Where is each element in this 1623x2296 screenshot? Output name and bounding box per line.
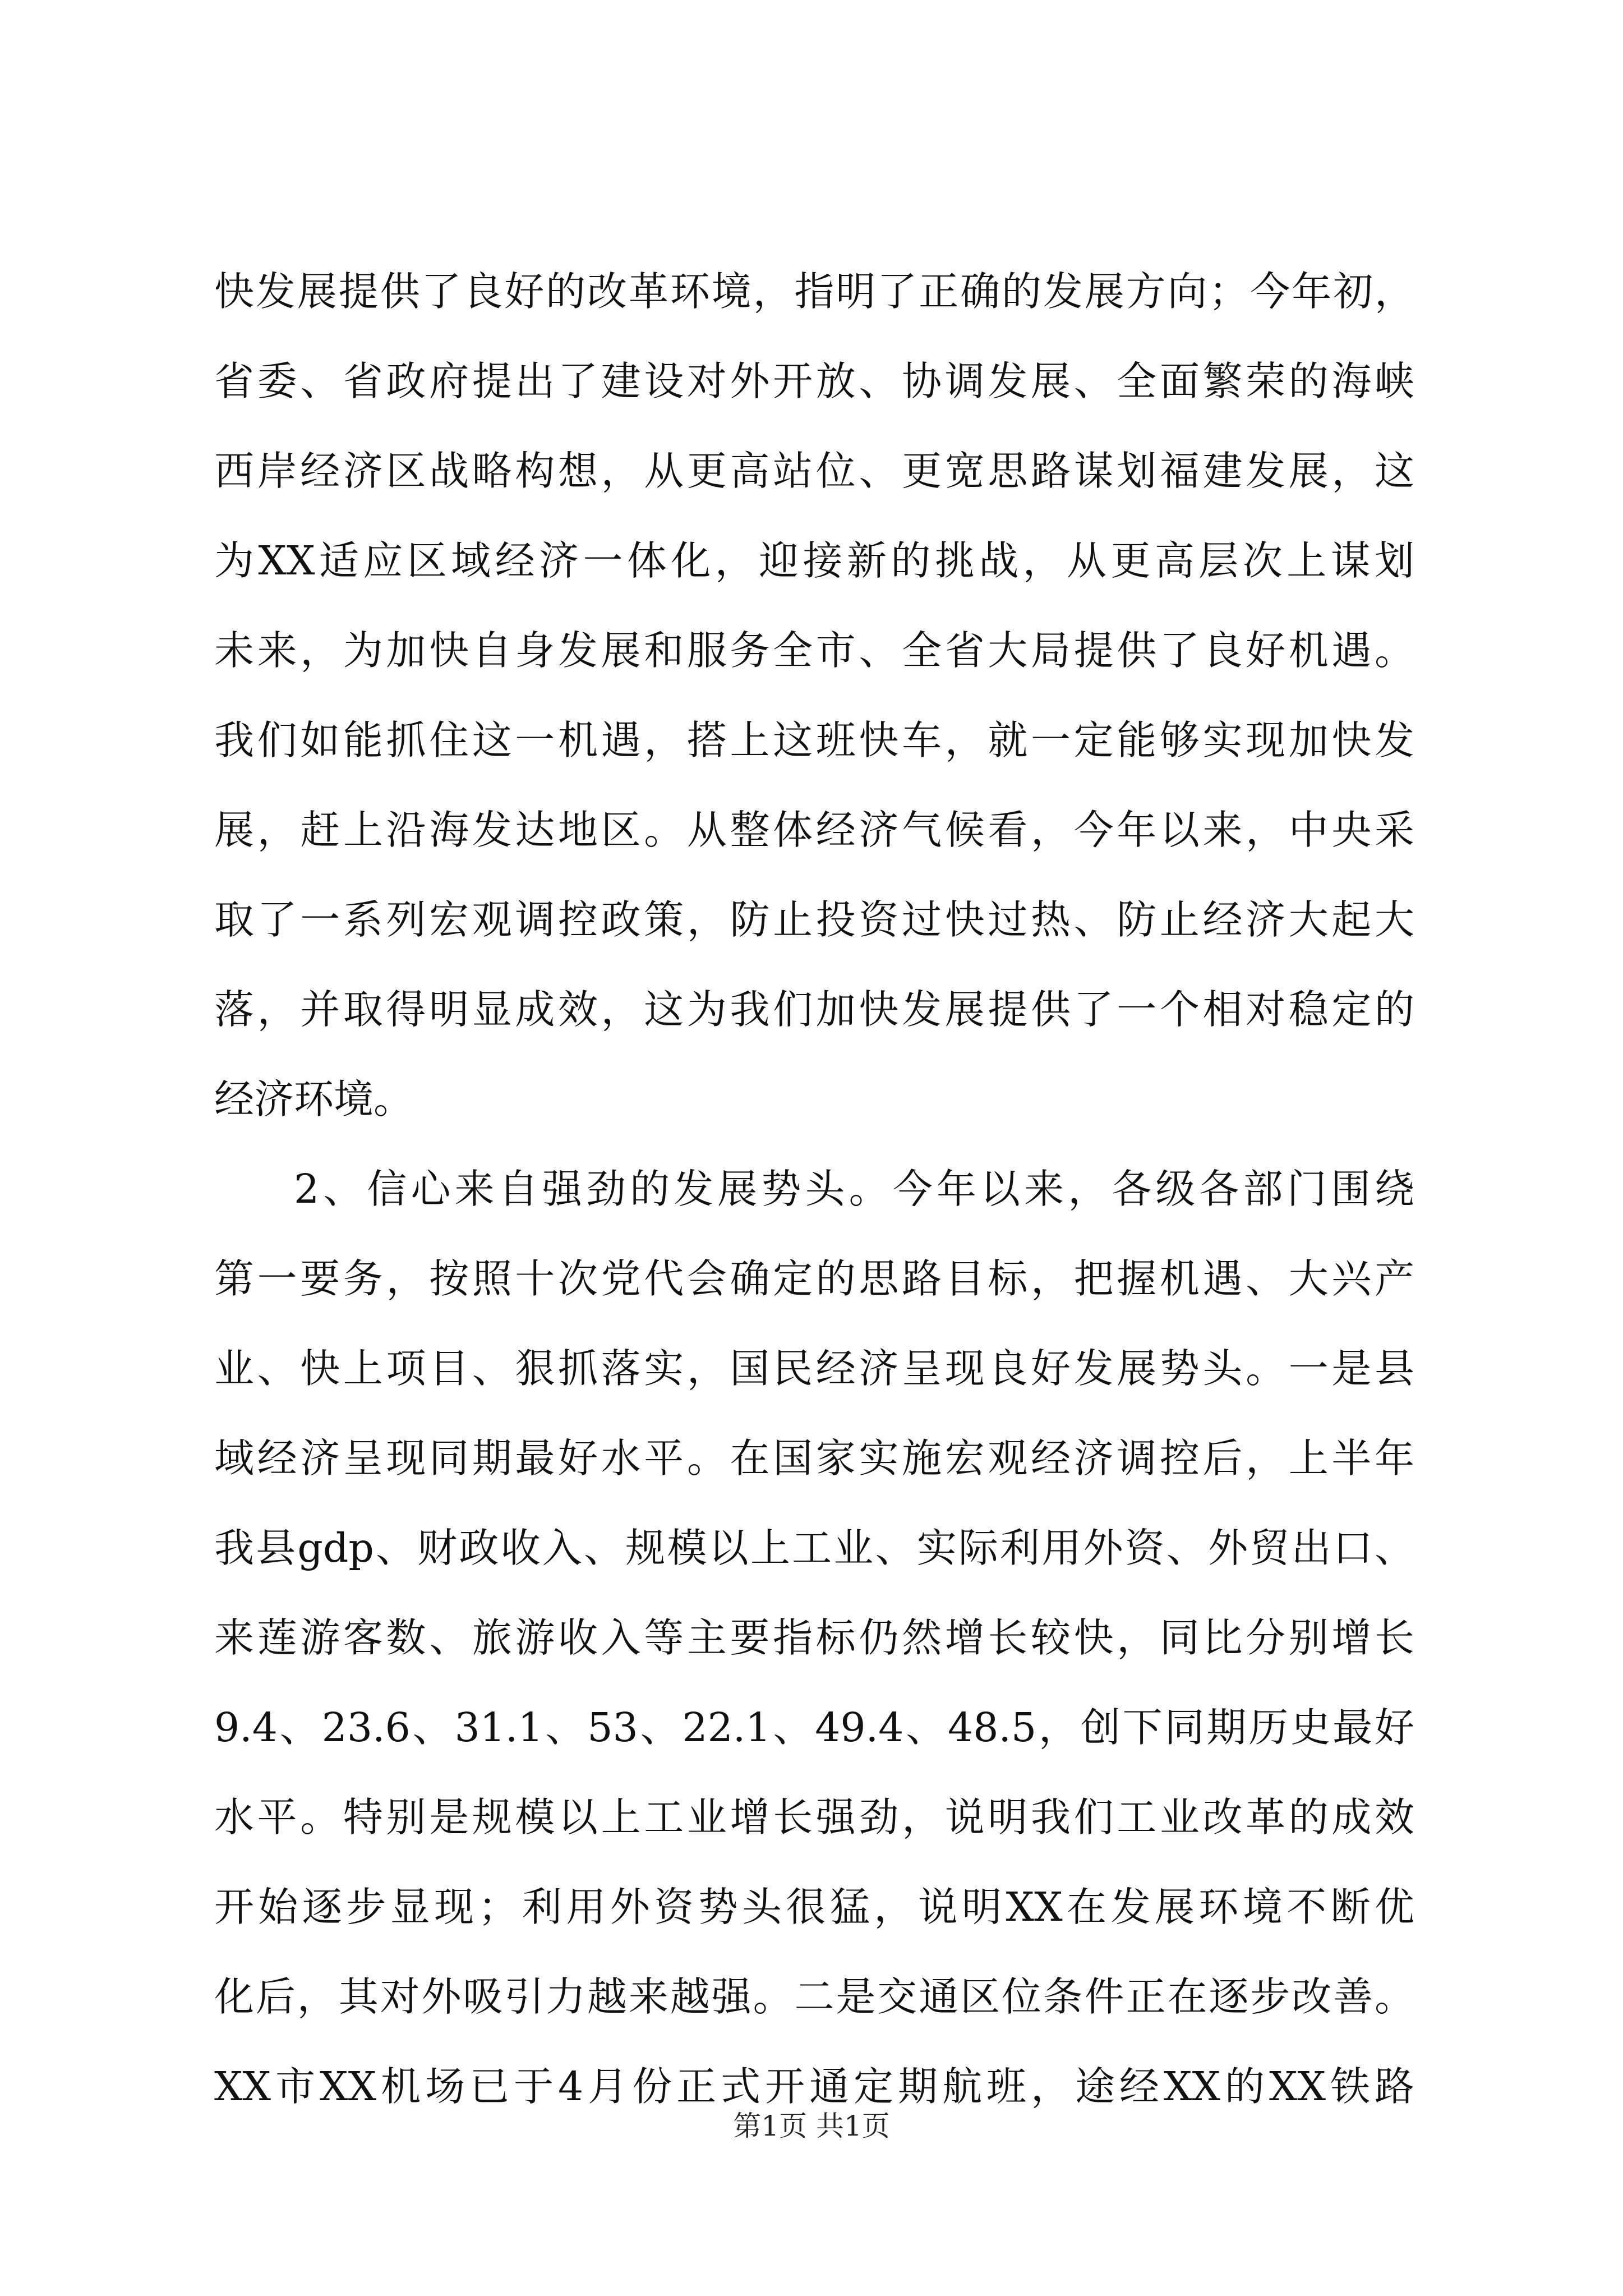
- text-line: 业、快上项目、狠抓落实，国民经济呈现良好发展势头。一是县: [214, 1345, 1414, 1392]
- text-line: 落，并取得明显成效，这为我们加快发展提供了一个相对稳定的: [214, 986, 1414, 1033]
- text-line: 快发展提供了良好的改革环境，指明了正确的发展方向；今年初，: [214, 268, 1414, 315]
- text-line: 我们如能抓住这一机遇，搭上这班快车，就一定能够实现加快发: [214, 717, 1414, 763]
- text-line: 水平。特别是规模以上工业增长强劲，说明我们工业改革的成效: [214, 1794, 1414, 1841]
- text-line: 西岸经济区战略构想，从更高站位、更宽思路谋划福建发展，这: [214, 448, 1414, 494]
- text-line: 开始逐步显现；利用外资势头很猛，说明XX在发展环境不断优: [214, 1884, 1414, 1930]
- text-line: 我县gdp、财政收入、规模以上工业、实际利用外资、外贸出口、: [214, 1525, 1414, 1571]
- paragraph-start-line: 2、信心来自强劲的发展势头。今年以来，各级各部门围绕: [294, 1166, 1414, 1212]
- text-line: 经济环境。: [214, 1076, 414, 1122]
- text-line: 9.4、23.6、31.1、53、22.1、49.4、48.5，创下同期历史最好: [214, 1704, 1414, 1751]
- text-line: 为XX适应区域经济一体化，迎接新的挑战，从更高层次上谋划: [214, 537, 1414, 584]
- text-line: 第一要务，按照十次党代会确定的思路目标，把握机遇、大兴产: [214, 1255, 1414, 1302]
- text-line: 域经济呈现同期最好水平。在国家实施宏观经济调控后，上半年: [214, 1435, 1414, 1481]
- text-line: 来莲游客数、旅游收入等主要指标仍然增长较快，同比分别增长: [214, 1614, 1414, 1661]
- text-line: 取了一系列宏观调控政策，防止投资过快过热、防止经济大起大: [214, 896, 1414, 943]
- text-line: 省委、省政府提出了建设对外开放、协调发展、全面繁荣的海峡: [214, 358, 1414, 404]
- page-number-footer: 第1页 共1页: [733, 2110, 890, 2142]
- text-line: 展，赶上沿海发达地区。从整体经济气候看，今年以来，中央采: [214, 807, 1414, 853]
- text-line: XX市XX机场已于4月份正式开通定期航班，途经XX的XX铁路: [214, 2063, 1414, 2110]
- text-line: 未来，为加快自身发展和服务全市、全省大局提供了良好机遇。: [214, 627, 1414, 674]
- text-line: 化后，其对外吸引力越来越强。二是交通区位条件正在逐步改善。: [214, 1973, 1414, 2020]
- document-body: [214, 247, 1414, 2132]
